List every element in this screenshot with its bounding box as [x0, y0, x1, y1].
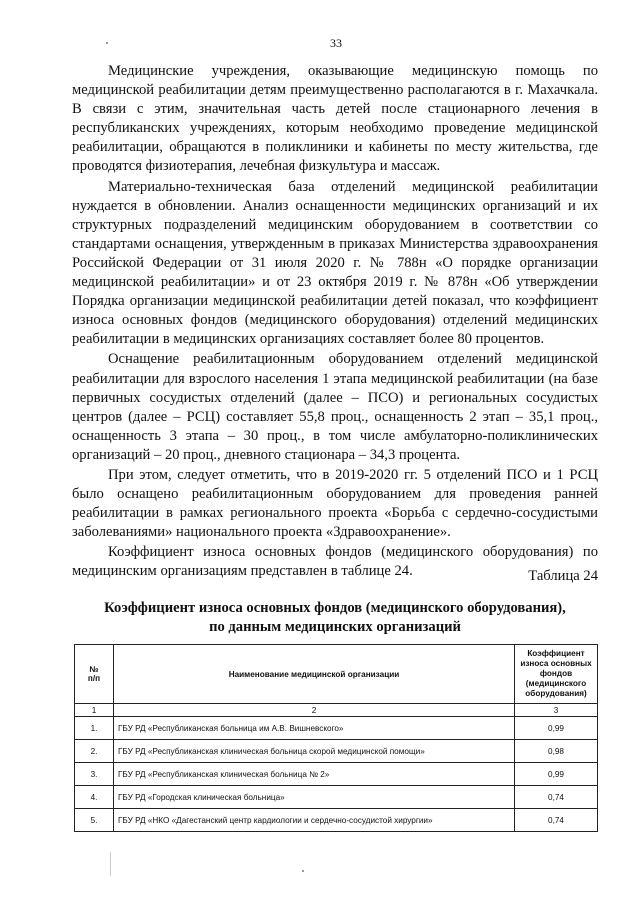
table-title	[72, 599, 598, 637]
row-num: 5.	[75, 809, 114, 832]
table-header-row	[75, 645, 598, 704]
row-name: ГБУ РД «Республиканская клиническая больница № 2»	[114, 763, 515, 786]
row-num: 4.	[75, 786, 114, 809]
row-value: 0,74	[515, 786, 598, 809]
table-index-row	[75, 704, 598, 717]
header-num: № п/п	[75, 645, 114, 704]
table-caption: Таблица 24	[528, 568, 598, 584]
row-num: 2.	[75, 740, 114, 763]
wear-coefficient-table	[74, 644, 598, 832]
scan-speck	[302, 870, 304, 872]
row-name: ГБУ РД «Городская клиническая больница»	[114, 786, 515, 809]
paragraph: Оснащение реабилитационным оборудованием отделений медицинской реабилитации для взрослого населения 1 этапа медицинской реабилитации (на базе первичных сосудистых отделений (далее – ПСО) и региональных сосудистых центров (далее – РСЦ) составляет 55,8 проц., оснащенность 2 этап – 35,1 проц., оснащенность 3 этапа – 30 проц., в том числе амбулаторно-поликлинических организаций – 20 проц., дневного стационара – 34,3 процента.	[72, 351, 598, 463]
index-cell: 1	[75, 704, 114, 717]
paragraph: Медицинские учреждения, оказывающие медицинскую помощь по медицинской реабилитации детям преимущественно располагаются в г. Махачкала. В связи с этим, значительная часть детей после стационарного лечения в республиканских учреждениях, которым необходимо проведение медицинской реабилитации, обращаются в поликлиники и кабинеты по месту жительства, где проводятся физиотерапия, лечебная физкультура и массаж.	[72, 63, 598, 175]
row-num: 3.	[75, 763, 114, 786]
row-name: ГБУ РД «Республиканская клиническая больница скорой медицинской помощи»	[114, 740, 515, 763]
table-row	[75, 809, 598, 832]
table-row	[75, 763, 598, 786]
row-value: 0,74	[515, 809, 598, 832]
index-cell: 3	[515, 704, 598, 717]
table-title-line: по данным медицинских организаций	[209, 619, 461, 635]
page-number: 33	[330, 36, 342, 50]
paragraph: При этом, следует отметить, что в 2019-2020 гг. 5 отделений ПСО и 1 РСЦ было оснащено реабилитационным оборудованием для проведения ранней реабилитации в рамках регионального проекта «Борьба с сердечно-сосудистыми заболеваниями» национального проекта «Здравоохранение».	[72, 466, 598, 541]
row-value: 0,99	[515, 717, 598, 740]
row-value: 0,98	[515, 740, 598, 763]
row-num: 1.	[75, 717, 114, 740]
header-value: Коэффициент износа основных фондов (медицинского оборудования)	[515, 645, 598, 704]
header-name: Наименование медицинской организации	[114, 645, 515, 704]
table-row	[75, 717, 598, 740]
paragraph: Материально-техническая база отделений медицинской реабилитации нуждается в обновлении. Анализ оснащенности медицинских организаций и их структурных подразделений медицинским оборудованием в соответствии со стандартами оснащения, утвержденным в приказах Министерства здравоохранения Российской Федерации от 31 июля 2020 г. № 788н «О порядке организации медицинской реабилитации» и от 23 октября 2019 г. № 878н «Об утверждении Порядка организации медицинской реабилитации детей показал, что коэффициент износа основных фондов (медицинского оборудования) отделений медицинских реабилитации в медицинских организациях составляет более 80 процентов.	[72, 178, 598, 348]
table-row	[75, 786, 598, 809]
table-row	[75, 740, 598, 763]
scan-speck	[106, 42, 108, 44]
row-name: ГБУ РД «Республиканская больница им А.В. Вишневского»	[114, 717, 515, 740]
body-text	[72, 62, 598, 583]
table-title-line: Коэффициент износа основных фондов (медицинского оборудования),	[104, 600, 566, 616]
index-cell: 2	[114, 704, 515, 717]
row-name: ГБУ РД «НКО «Дагестанский центр кардиологии и сердечно-сосудистой хирургии»	[114, 809, 515, 832]
row-value: 0,99	[515, 763, 598, 786]
scan-speck	[110, 852, 111, 876]
paragraph: Коэффициент износа основных фондов (медицинского оборудования) по медицинским организациям представлен в таблице 24.	[72, 544, 598, 580]
